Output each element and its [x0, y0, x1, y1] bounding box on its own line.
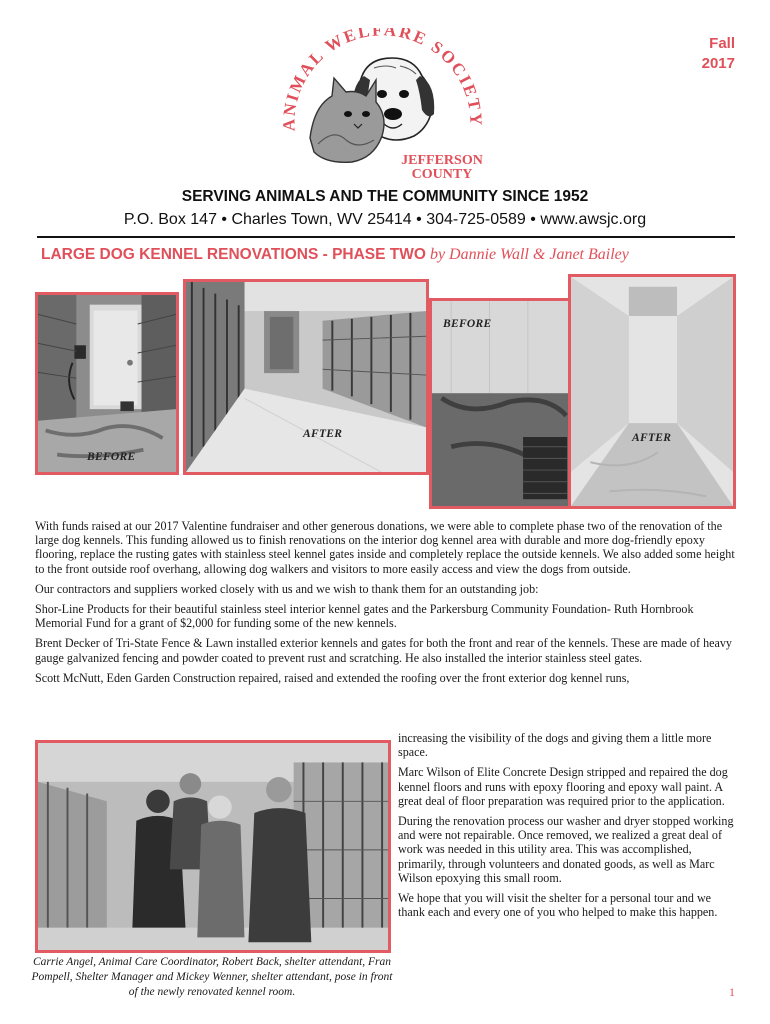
- staff-photo-caption: Carrie Angel, Animal Care Coordinator, Robert Back, shelter attendant, Fran Pompell, Shelter Manager and Mickey Wenner, shelter attendant, pose in front of the newly renovated kennel room.: [31, 956, 393, 998]
- tagline: SERVING ANIMALS AND THE COMMUNITY SINCE 1952: [181, 188, 589, 205]
- logo-county-line2: COUNTY: [411, 167, 473, 180]
- society-logo: [274, 28, 494, 180]
- caption-after-right: AFTER: [632, 432, 672, 444]
- logo-emblem: [274, 28, 494, 180]
- caption-before-right: BEFORE: [443, 318, 492, 330]
- page-number: 1: [729, 985, 735, 999]
- caption-before-left: BEFORE: [87, 451, 136, 463]
- article-byline: by Dannie Wall & Janet Bailey: [429, 246, 629, 263]
- photo-staff-group: [35, 740, 391, 953]
- contact-line: P.O. Box 147 • Charles Town, WV 25414 • 304-725-0589 • www.awsjc.org: [123, 211, 647, 228]
- article-paragraph: Brent Decker of Tri-State Fence & Lawn installed exterior kennels and gates for both the front and rear of the kennels. These are made of heavy gauge galvanized fencing and powder coated to prevent rust and scratching. He also installed the interior stainless steel gates.: [35, 636, 732, 665]
- article-paragraph: We hope that you will visit the shelter for a personal tour and we thank each and every one of you who helped to make this happen.: [398, 891, 718, 920]
- photo-after-kennels: [183, 279, 429, 475]
- article-paragraph: increasing the visibility of the dogs and giving them a little more space.: [398, 731, 712, 760]
- article-side-column: [398, 731, 740, 925]
- issue-date: [702, 34, 735, 74]
- header-divider: [37, 236, 735, 238]
- caption-after-center: AFTER: [303, 428, 343, 440]
- issue-season: Fall: [709, 35, 735, 52]
- photo-after-floor: [568, 274, 736, 509]
- article-paragraph: Scott McNutt, Eden Garden Construction repaired, raised and extended the roofing over the front exterior dog kennel runs,: [35, 670, 630, 685]
- article-paragraph: Shor-Line Products for their beautiful stainless steel interior kennel gates and the Parkersburg Community Foundation- Ruth Hornbrook Memorial Fund for a grant of $2,000 for funding some of the new kennels.: [35, 602, 694, 631]
- issue-year: 2017: [701, 55, 735, 72]
- cat-illustration: [310, 78, 384, 162]
- article-paragraph: During the renovation process our washer and dryer stopped working and were not repairable. Once removed, we realized a great deal of work was needed in this utility area. This was accomplished, primarily, through volunteers and donated goods, as well as Marc Wilson epoxying this small room.: [398, 814, 734, 885]
- photo-before-room: [35, 292, 179, 475]
- staff-people: [132, 773, 311, 942]
- article-paragraph: Our contractors and suppliers worked closely with us and we wish to thank them for an outstanding job:: [35, 581, 539, 596]
- logo-county-line1: JEFFERSON: [401, 153, 483, 168]
- article-headline: [41, 246, 741, 264]
- logo-arc-text: ANIMAL WELFARE SOCIETY: [279, 28, 486, 132]
- article-title: LARGE DOG KENNEL RENOVATIONS - PHASE TWO: [41, 246, 426, 263]
- article-body: [35, 519, 737, 691]
- article-paragraph: Marc Wilson of Elite Concrete Design stripped and repaired the dog kennel floors and runs with epoxy flooring and epoxy wall paint. A great deal of floor preparation was required prior to the application.: [398, 765, 728, 808]
- article-paragraph: With funds raised at our 2017 Valentine fundraiser and other generous donations, we were able to complete phase two of the renovation of the large dog kennels. This funding allowed us to finish renovations on the interior dog kennel area with durable and more dog-friendly epoxy flooring, replace the rusting gates with stainless steel kennel gates inside and completely replace the outside kennels. We also added some height to the front outside roof overhang, allowing dog walkers and visitors to more easily access and view the dogs from outside.: [35, 519, 735, 576]
